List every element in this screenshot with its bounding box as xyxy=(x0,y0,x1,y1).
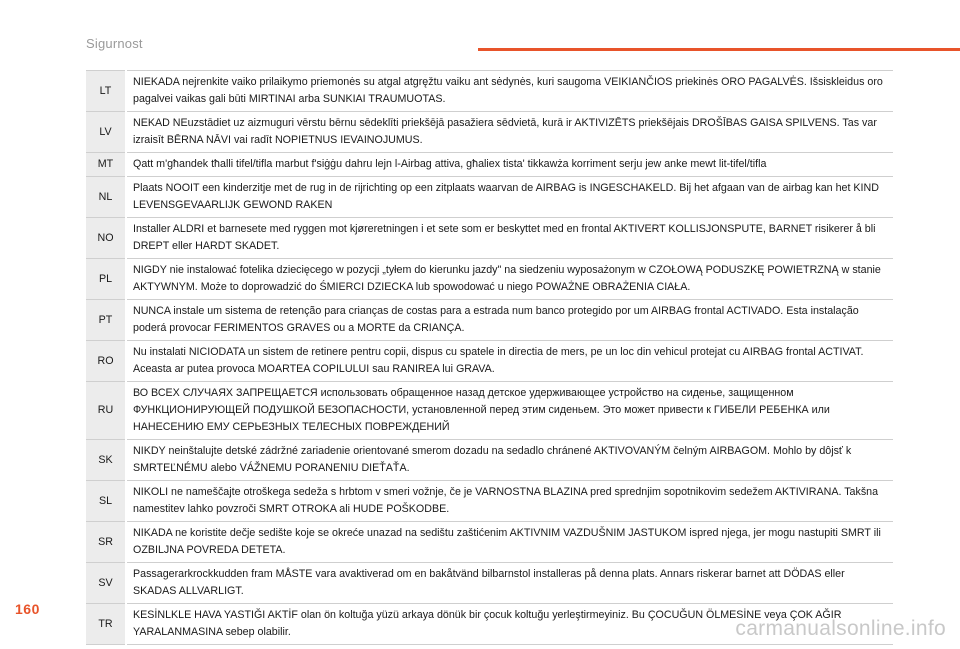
table-row xyxy=(86,300,893,341)
warning-text-cell: KESİNLKLE HAVA YASTIĞI AKTİF olan ön koltuğa yüzü arkaya dönük bir çocuk koltuğu yerleştirmeyiniz. Bu ÇOCUĞUN ÖLMESİNE veya ÇOK AĞIR YARALANMASINA sebep olabilir. xyxy=(126,604,893,645)
page-number: 160 xyxy=(15,601,40,617)
language-code-cell: SV xyxy=(86,563,126,604)
table-row xyxy=(86,112,893,153)
language-code-cell: PT xyxy=(86,300,126,341)
warning-text-cell: NIKOLI ne nameščajte otroškega sedeža s hrbtom v smeri vožnje, če je VARNOSTNA BLAZINA pred sprednjim sopotnikovim sedežem AKTIVIRANA. Takšna namestitev lahko povzroči SMRT OTROKA ali HUDE POŠKODBE. xyxy=(126,481,893,522)
airbag-warning-table xyxy=(86,70,893,645)
warning-text-cell: NIKDY neinštalujte detské zádržné zariadenie orientované smerom dozadu na sedadlo chránené AKTIVOVANÝM čelným AIRBAGOM. Mohlo by dôjsť k SMRTEĽNÉMU alebo VÁŽNEMU PORANENIU DIEŤAŤA. xyxy=(126,440,893,481)
language-code-cell: NL xyxy=(86,177,126,218)
warning-text-cell: NEKAD NEuzstādiet uz aizmuguri vērstu bērnu sēdeklīti priekšējā pasažiera sēdvietā, kurā ir AKTIVIZĒTS priekšējais DROŠĪBAS GAISA SPILVENS. Tas var izraisīt BĒRNA NĀVI vai radīt NOPIETNUS IEVAINOJUMUS. xyxy=(126,112,893,153)
warning-text-cell: NUNCA instale um sistema de retenção para crianças de costas para a estrada num banco protegido por um AIRBAG frontal ACTIVADO. Esta instalação poderá provocar FERIMENTOS GRAVES ou a MORTE da CRIANÇA. xyxy=(126,300,893,341)
watermark: carmanualsonline.info xyxy=(735,617,946,640)
language-code-cell: SR xyxy=(86,522,126,563)
table-row xyxy=(86,522,893,563)
table-row xyxy=(86,341,893,382)
header-accent-bar xyxy=(478,48,960,51)
table-row xyxy=(86,71,893,112)
language-code-cell: MT xyxy=(86,153,126,177)
table-row xyxy=(86,218,893,259)
table-row xyxy=(86,177,893,218)
table-row xyxy=(86,440,893,481)
warning-text-cell: Plaats NOOIT een kinderzitje met de rug in de rijrichting op een zitplaats waarvan de AIRBAG is INGESCHAKELD. Bij het afgaan van de airbag kan het KIND LEVENSGEVAARLIJK GEWOND RAKEN xyxy=(126,177,893,218)
language-code-cell: PL xyxy=(86,259,126,300)
warning-text-cell: Qatt m'għandek tħalli tifel/tifla marbut f'siġġu dahru lejn l-Airbag attiva, għaliex tista' tikkawża korriment serju jew anke mewt lit-tifel/tifla xyxy=(126,153,893,177)
warning-table-container xyxy=(86,70,893,645)
warning-text-cell: NIKADA ne koristite dečje sedište koje se okreće unazad na sedištu zaštićenim AKTIVNIM VAZDUŠNIM JASTUKOM ispred njega, jer mogu nastupiti SMRT ili OZBILJNA POVREDA DETETA. xyxy=(126,522,893,563)
table-row xyxy=(86,259,893,300)
table-row xyxy=(86,382,893,440)
language-code-cell: NO xyxy=(86,218,126,259)
warning-text-cell: ВО ВСЕХ СЛУЧАЯХ ЗАПРЕЩАЕТСЯ использовать обращенное назад детское удерживающее устройство на сиденье, защищенном ФУНКЦИОНИРУЮЩЕЙ ПОДУШКОЙ БЕЗОПАСНОСТИ, установленной перед этим сиденьем. Это может привести к ГИБЕЛИ РЕБЕНКА или НАНЕСЕНИЮ ЕМУ СЕРЬЕЗНЫХ ТЕЛЕСНЫХ ПОВРЕЖДЕНИЙ xyxy=(126,382,893,440)
table-row xyxy=(86,481,893,522)
language-code-cell: LT xyxy=(86,71,126,112)
warning-text-cell: NIEKADA nejrenkite vaiko prilaikymo priemonės su atgal atgręžtu vaiku ant sėdynės, kuri saugoma VEIKIANČIOS priekinės ORO PAGALVĖS. Išsiskleidus oro pagalvei vaikas gali būti MIRTINAI arba SUNKIAI TRAUMUOTAS. xyxy=(126,71,893,112)
language-code-cell: SL xyxy=(86,481,126,522)
warning-table-body xyxy=(86,71,893,645)
language-code-cell: RO xyxy=(86,341,126,382)
section-title: Sigurnost xyxy=(86,36,143,51)
table-row xyxy=(86,153,893,177)
table-row xyxy=(86,563,893,604)
warning-text-cell: Passagerarkrockkudden fram MÅSTE vara avaktiverad om en bakåtvänd bilbarnstol installeras på denna plats. Annars riskerar barnet att DÖDAS eller SKADAS ALLVARLIGT. xyxy=(126,563,893,604)
warning-text-cell: Installer ALDRI et barnesete med ryggen mot kjøreretningen i et sete som er beskyttet med en frontal AKTIVERT KOLLISJONSPUTE, BARNET risikerer å bli DREPT eller HARDT SKADET. xyxy=(126,218,893,259)
warning-text-cell: Nu instalati NICIODATA un sistem de retinere pentru copii, dispus cu spatele in directia de mers, pe un loc din vehicul protejat cu AIRBAG frontal ACTIVAT. Aceasta ar putea provoca MOARTEA COPILULUI sau RANIREA lui GRAVA. xyxy=(126,341,893,382)
language-code-cell: RU xyxy=(86,382,126,440)
language-code-cell: TR xyxy=(86,604,126,645)
language-code-cell: SK xyxy=(86,440,126,481)
warning-text-cell: NIGDY nie instalować fotelika dziecięcego w pozycji „tyłem do kierunku jazdy" na siedzeniu wyposażonym w CZOŁOWĄ PODUSZKĘ POWIETRZNĄ w stanie AKTYWNYM. Może to doprowadzić do ŚMIERCI DZIECKA lub spowodować u niego POWAŻNE OBRAŻENIA CIAŁA. xyxy=(126,259,893,300)
language-code-cell: LV xyxy=(86,112,126,153)
